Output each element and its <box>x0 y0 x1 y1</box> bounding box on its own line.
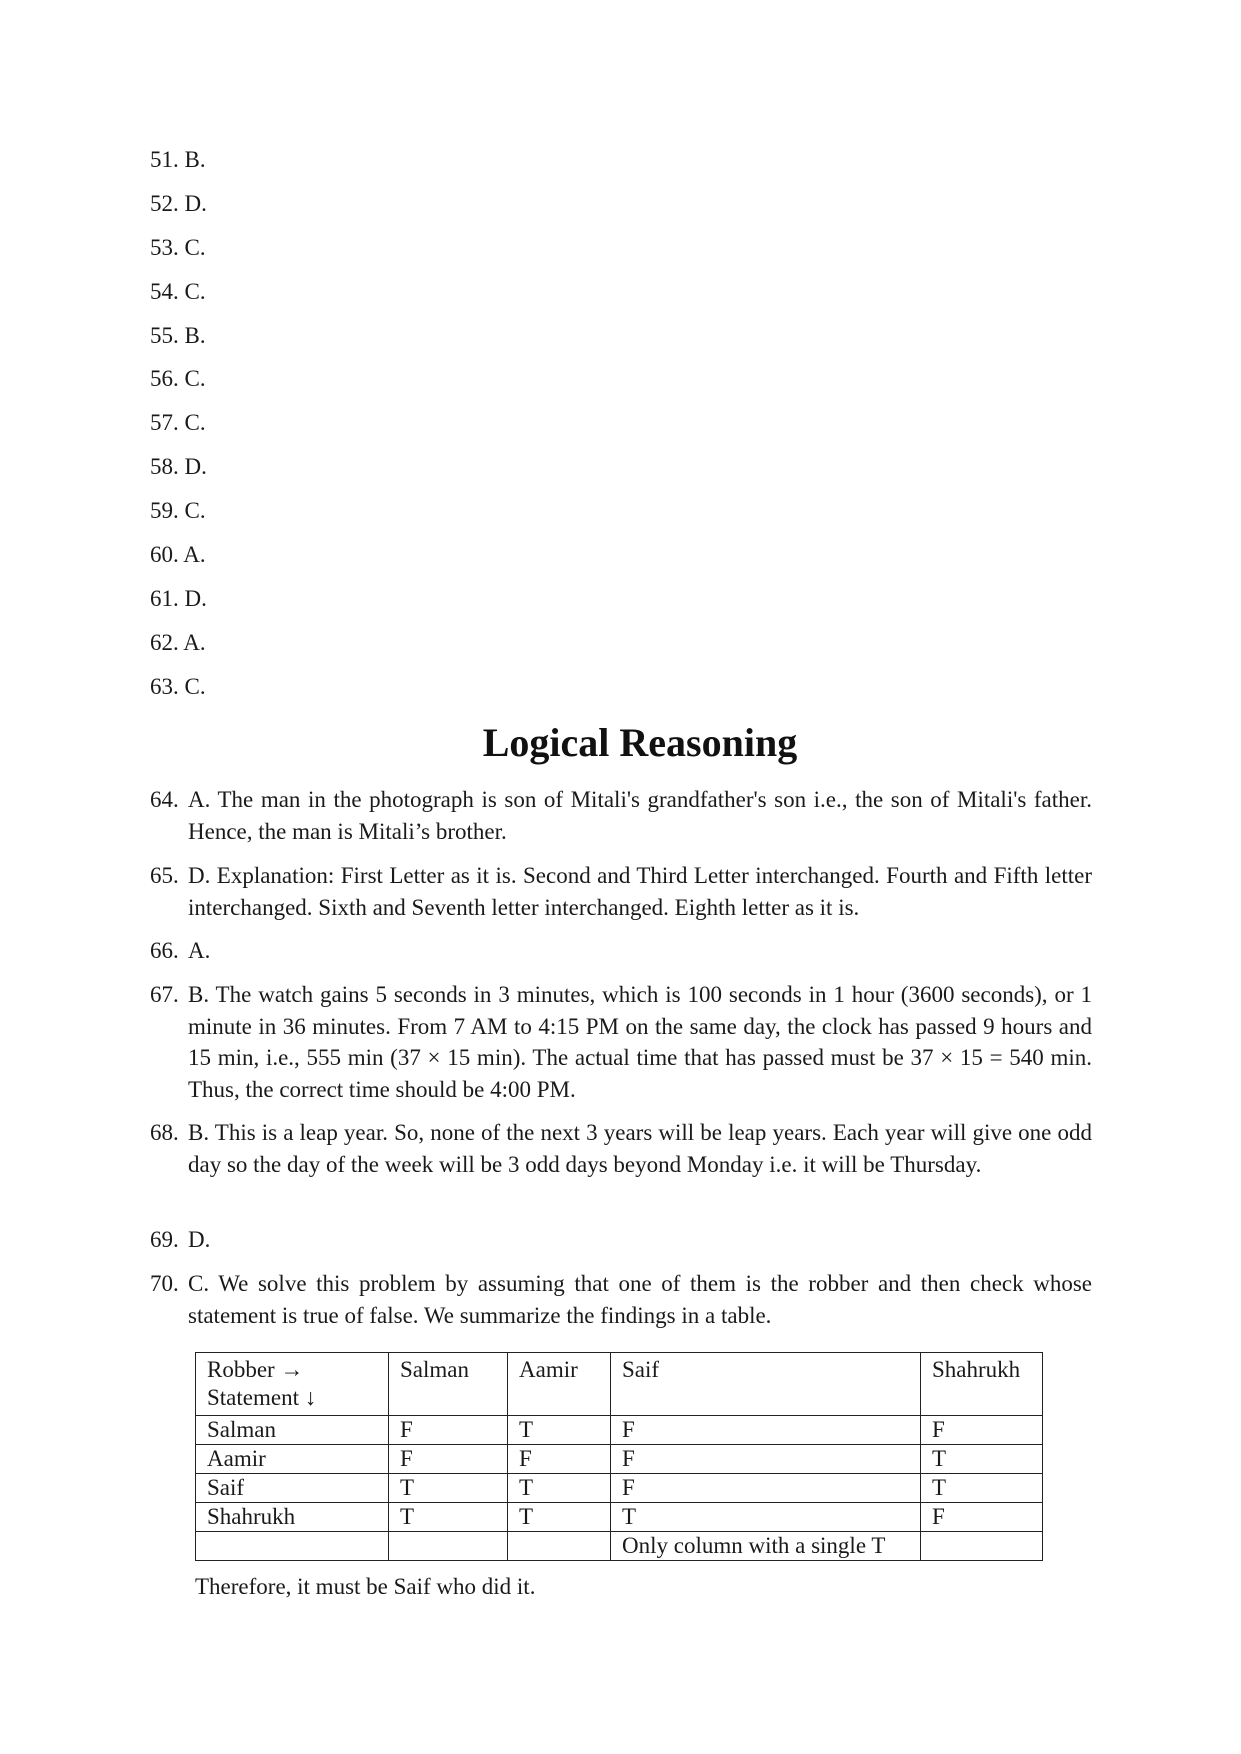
list-item: 52. D. <box>150 190 207 216</box>
answer-number: 67. <box>150 982 179 1007</box>
list-item: 62. A. <box>150 629 206 655</box>
list-item: 55. B. <box>150 322 206 348</box>
table-cell: F <box>389 1416 508 1445</box>
table-footer-row <box>196 1532 1043 1561</box>
answer-number: 68. <box>150 1120 179 1145</box>
answer-text: C. We solve this problem by assuming that one of them is the robber and then check whose statement is true of false. We summarize the findings in a table. <box>188 1271 1092 1328</box>
table-cell: T <box>389 1474 508 1503</box>
table-cell: T <box>508 1416 611 1445</box>
answer-number: 70. <box>150 1271 179 1296</box>
table-cell: F <box>921 1416 1043 1445</box>
table-cell <box>508 1532 611 1561</box>
row-label: Shahrukh <box>196 1503 389 1532</box>
table-footer-note: Only column with a single T <box>611 1532 921 1561</box>
column-header: Saif <box>611 1353 921 1416</box>
list-item: 63. C. <box>150 673 206 699</box>
answer-67 <box>150 979 1092 1105</box>
section-title: Logical Reasoning <box>482 720 798 765</box>
table-cell: F <box>508 1445 611 1474</box>
table-cell: F <box>921 1503 1043 1532</box>
table-cell: T <box>389 1503 508 1532</box>
list-item: 56. C. <box>150 366 206 392</box>
list-item: 61. D. <box>150 585 207 611</box>
answer-text: D. Explanation: First Letter as it is. Second and Third Letter interchanged. Fourth and Fifth letter interchanged. Sixth and Seventh letter interchanged. Eighth letter as it is. <box>188 863 1092 920</box>
answer-text: A. <box>188 938 211 963</box>
table-row <box>196 1474 1043 1503</box>
list-item: 54. C. <box>150 278 206 304</box>
answer-number: 64. <box>150 787 179 812</box>
answer-number: 66. <box>150 938 179 963</box>
answer-text: A. The man in the photograph is son of Mitali's grandfather's son i.e., the son of Mitali's father. Hence, the man is Mitali’s brother. <box>188 787 1092 844</box>
conclusion-text: Therefore, it must be Saif who did it. <box>195 1574 536 1599</box>
column-header: Aamir <box>508 1353 611 1416</box>
column-header: Shahrukh <box>921 1353 1043 1416</box>
answer-68 <box>150 1117 1092 1180</box>
table-row <box>196 1416 1043 1445</box>
answer-text: D. <box>188 1227 211 1252</box>
row-label: Aamir <box>196 1445 389 1474</box>
table-cell: F <box>611 1445 921 1474</box>
table-cell: T <box>611 1503 921 1532</box>
table-cell: F <box>611 1474 921 1503</box>
column-header: Salman <box>389 1353 508 1416</box>
table-cell: F <box>389 1445 508 1474</box>
row-label: Saif <box>196 1474 389 1503</box>
table-cell: T <box>508 1474 611 1503</box>
answer-66 <box>150 935 1092 967</box>
answer-69 <box>150 1224 1092 1256</box>
short-answer-list <box>150 148 207 719</box>
answer-number: 69. <box>150 1227 179 1252</box>
answer-65 <box>150 860 1092 923</box>
table-header-row <box>196 1353 1043 1416</box>
robber-statement-table <box>195 1352 1043 1561</box>
statement-axis-label: Statement ↓ <box>207 1385 317 1410</box>
table-cell <box>196 1532 389 1561</box>
list-item: 60. A. <box>150 542 206 568</box>
table-row <box>196 1503 1043 1532</box>
list-item: 53. C. <box>150 234 206 260</box>
answer-text: B. The watch gains 5 seconds in 3 minutes, which is 100 seconds in 1 hour (3600 seconds), or 1 minute in 36 minutes. From 7 AM to 4:15 PM on the same day, the clock has passed 9 hours and 15 min, i.e., 555 min (37 × 15 min). The actual time that has passed must be 37 × 15 = 540 min. Thus, the correct time should be 4:00 PM. <box>188 982 1092 1102</box>
answer-64 <box>150 784 1092 847</box>
table-corner-cell <box>196 1353 389 1416</box>
row-label: Salman <box>196 1416 389 1445</box>
list-item: 58. D. <box>150 454 207 480</box>
list-item: 59. C. <box>150 498 206 524</box>
list-item: 51. B. <box>150 147 206 172</box>
robber-axis-label: Robber → <box>207 1357 304 1382</box>
table-cell <box>921 1532 1043 1561</box>
table-row <box>196 1445 1043 1474</box>
table-cell: T <box>921 1474 1043 1503</box>
list-item: 57. C. <box>150 410 206 436</box>
answer-number: 65. <box>150 863 179 888</box>
answer-text: B. This is a leap year. So, none of the next 3 years will be leap years. Each year will give one odd day so the day of the week will be 3 odd days beyond Monday i.e. it will be Thursday. <box>188 1120 1092 1177</box>
answer-70 <box>150 1268 1092 1331</box>
table-cell: F <box>611 1416 921 1445</box>
table-cell <box>389 1532 508 1561</box>
table-cell: T <box>921 1445 1043 1474</box>
table-cell: T <box>508 1503 611 1532</box>
